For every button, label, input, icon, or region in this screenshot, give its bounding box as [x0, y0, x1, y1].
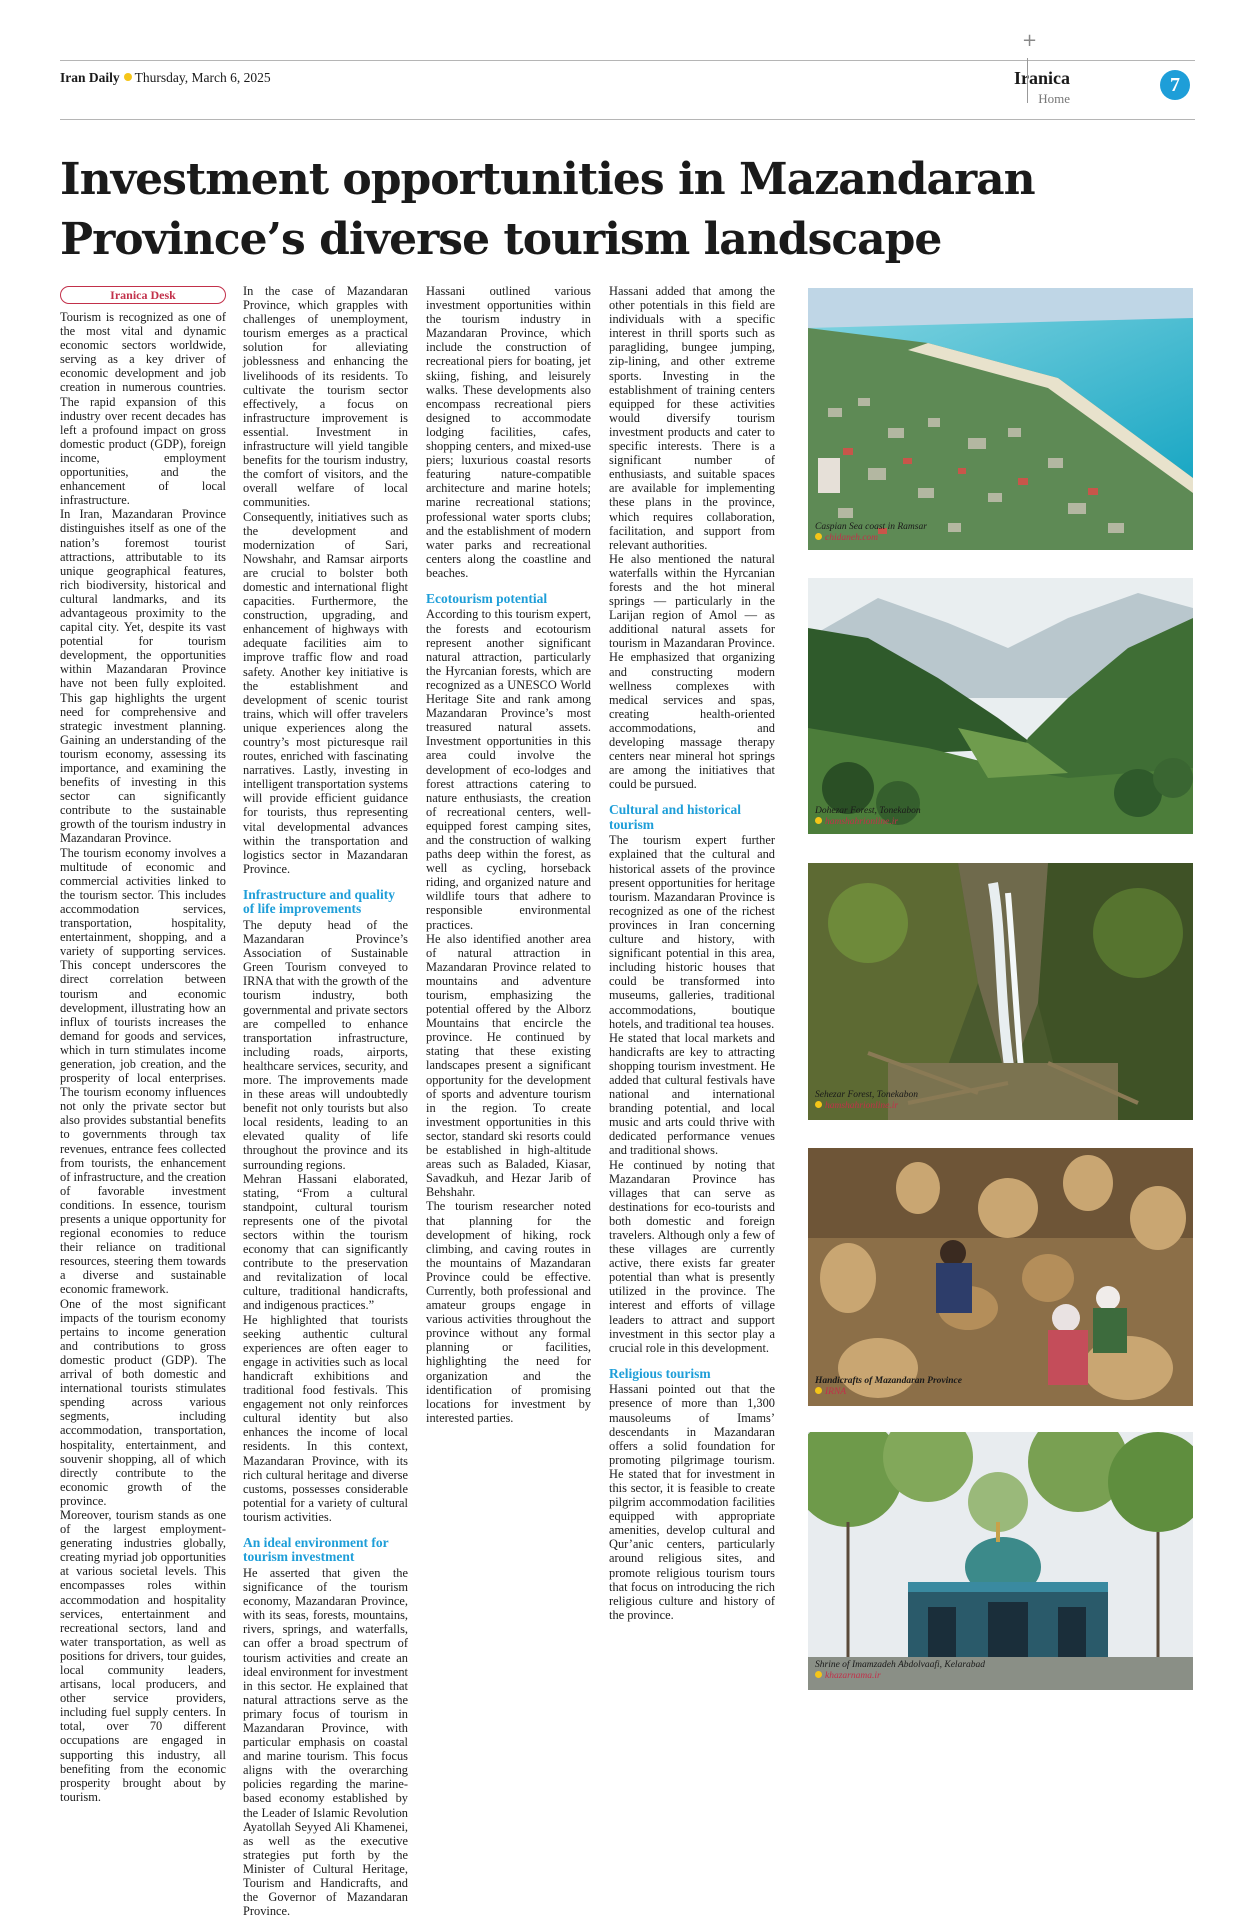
- caption-source: hamshahrionline.ir: [825, 817, 899, 827]
- paragraph: The deputy head of the Mazandaran Province’s Association of Sustainable Green Tourism conveyed to IRNA that with the growth of the tourism industry, both governmental and private sectors are compelled to enhance transportation infrastructure, including roads, airports, healthcare services, security, and more. The improvements made in these areas will undoubtedly benefit not only tourists but also local residents, leading to an elevated quality of life throughout the province and its surrounding regions.: [243, 917, 408, 1172]
- photo-handicrafts: [808, 1148, 1193, 1406]
- section-name: Iranica: [1014, 68, 1070, 88]
- subheading: Infrastructure and quality of life improvements: [243, 886, 396, 917]
- bullet-dot-icon: [815, 1101, 822, 1108]
- caption-text: Handicrafts of Mazandaran Province: [815, 1376, 962, 1386]
- caption-source: hamshahrionline.ir: [825, 1101, 899, 1111]
- photo-caption: [815, 806, 921, 828]
- paragraph: Tourism is recognized as one of the most vital and dynamic economic sectors worldwide, serving as a key driver of economic development and job creation in numerous countries. The rapid expansion of this industry over recent decades has left a profound impact on gross domestic product (GDP), foreign income, employment opportunities, and the enhancement of local infrastructure.: [60, 310, 226, 508]
- section-label: [1014, 68, 1070, 107]
- paragraph: The tourism researcher noted that planning for the development of hiking, rock climbing, and caving routes in the mountains of Mazandaran Province could be effective. Currently, both professional and amateur groups engage in various activities throughout the province without any formal planning or facilities, highlighting the need for organization and the identification of promising locations for investment by interested parties.: [426, 1199, 591, 1425]
- photo-shrine: [808, 1432, 1193, 1690]
- photo-caption: [815, 1090, 918, 1112]
- paragraph: According to this tourism expert, the forests and ecotourism represent another significant natural attraction, particularly the Hyrcanian forests, which are recognized as a UNESCO World Heritage Site and rank among Mazandaran Province’s most treasured natural assets. Investment opportunities in this area could involve the development of eco-lodges and forest attractions catering to nature enthusiasts, the creation of recreational centers, well-equipped forest camping sites, and the construction of walking paths deep within the forest, as well as cycling, horseback riding, and organized nature and wildlife tours that adhere to responsible environmental practices.: [426, 607, 591, 932]
- paragraph: In the case of Mazandaran Province, which grapples with challenges of unemployment, tourism emerges as a practical solution for alleviating joblessness and enhancing the livelihoods of its residents. To cultivate the tourism sector effectively, a focus on infrastructure improvement is essential. Investment in infrastructure will yield tangible benefits for the tourism industry, the comfort of visitors, and the overall welfare of local communities.: [243, 284, 408, 510]
- caption-text: Sehezar Forest, Tonekabon: [815, 1090, 918, 1100]
- subheading: Ecotourism potential: [426, 590, 548, 606]
- masthead: [60, 70, 271, 86]
- headline: Investment opportunities in Mazandaran Province’s diverse tourism landscape: [60, 154, 1035, 265]
- subheading: Religious tourism: [609, 1365, 711, 1381]
- photo-caption: [815, 1376, 962, 1398]
- paragraph: Hassani added that among the other potentials in this field are individuals with a specific interest in thrill sports such as paragliding, bungee jumping, zip-lining, and other extreme sports. Investing in the establishment of training centers equipped for these activities would diversify tourism investment products and cater to specific interests. There is a significant number of enthusiasts, and suitable spaces are available for implementing these plans in the province, which requires collaboration, facilitation, and support from relevant authorities.: [609, 284, 775, 552]
- subheading: An ideal environment for tourism investment: [243, 1534, 389, 1565]
- photo-sehezar-waterfall: [808, 863, 1193, 1120]
- paragraph: He continued by noting that Mazandaran Province has villages that can serve as destinations for eco-tourists and both domestic and foreign travelers. Although only a few of these villages are currently active, there exists far greater potential than what is presently utilized in the province. The interest and efforts of village leaders to attract and support investment in this sector play a crucial role in this development.: [609, 1157, 775, 1355]
- paragraph: He also mentioned the natural waterfalls within the Hyrcanian forests and the hot mineral springs — particularly in the Larijan region of Amol — as additional natural assets for tourism in Mazandaran Province. He emphasized that organizing and constructing modern wellness complexes with medical services and spas, creating health-oriented accommodations, and developing massage therapy centers near mineral hot springs are among the initiatives that could be pursued.: [609, 551, 775, 792]
- paragraph: Consequently, initiatives such as the development and modernization of Sari, Nowshahr, and Ramsar airports are crucial to bolster both domestic and international flight capacities. Furthermore, the construction, upgrading, and enhancement of highways with adequate facilities aim to improve traffic flow and road safety. Another key initiative is the establishment and development of scenic tourist trains, which will offer travelers unique experiences along the country’s most picturesque rail routes, enriched with fascinating narratives. Lastly, investing in intelligent transportation systems will provide efficient guidance for tourists, thus representing vital developmental advances within the transportation and logistics sector in Mazandaran Province.: [243, 509, 408, 876]
- brand-name: Iran Daily: [60, 70, 120, 85]
- bullet-dot-icon: [815, 1671, 822, 1678]
- paragraph: Hassani outlined various investment opportunities within the tourism industry in Mazandaran Province, which include the construction of recreational piers for boating, jet skiing, fishing, and leisurely walks. These developments also encompass recreational piers designed to accommodate lodging facilities, cafes, shopping centers, and mixed-use piers; luxurious coastal resorts featuring nature-compatible architecture and marine hotels; marine recreational stations; professional water sports clubs; and the establishment of modern water parks and recreational centers along the coastline and beaches.: [426, 284, 591, 580]
- bullet-dot-icon: [815, 817, 822, 824]
- subsection-name: Home: [1038, 91, 1070, 106]
- paragraph: The tourism economy involves a multitude of economic and commercial activities linked to the tourism sector. This includes accommodation services, transportation, hospitality, entertainment, shopping, and a variety of supporting services. This concept underscores the direct correlation between tourism and economic development, illustrating how an influx of tourists increases the demand for goods and services, which in turn stimulates income generation, job creation, and the prosperity of local enterprises. The tourism economy influences not only the private sector but also provides substantial benefits to governments through tax revenues, entrance fees collected from tourists, the enhancement of infrastructure, and the creation of favorable investment conditions. In essence, tourism presents a unique opportunity for regional economies to reduce their reliance on traditional resources, steering them towards a diverse and sustainable economic framework.: [60, 845, 226, 1297]
- photo-dohezar-forest: [808, 578, 1193, 834]
- bullet-dot-icon: [815, 1387, 822, 1394]
- crop-mark-icon: +: [1022, 30, 1038, 51]
- byline-badge: Iranica Desk: [60, 286, 226, 304]
- caption-text: Shrine of Imamzadeh Abdolvaafi, Kelarabad: [815, 1660, 986, 1670]
- caption-source: khazarnama.ir: [825, 1671, 881, 1681]
- paragraph: Moreover, tourism stands as one of the largest employment-generating industries globally, creating myriad job opportunities at various societal levels. This encompasses roles within accommodation and hospitality services, entertainment and recreational sectors, land and water transportation, as well as positions for drivers, tour guides, local community leaders, artisans, local producers, and other service providers, including fuel supply centers. In total, over 70 different occupations are engaged in supporting this industry, all benefiting from the economic prosperity brought about by tourism.: [60, 1507, 226, 1804]
- article-column-1: [60, 284, 226, 1804]
- photo-caspian-coast: [808, 288, 1193, 550]
- paragraph: In Iran, Mazandaran Province distinguishes itself as one of the nation’s foremost tourist attractions, attributable to its unique geographical features, rich biodiversity, historical and cultural landmarks, and its advantageous proximity to the capital city. Yet, despite its vast potential for tourism development, the opportunities within Mazandaran Province have not been fully exploited. This gap highlights the urgent need for comprehensive and strategic investment planning. Gaining an understanding of the tourism economy, assessing its importance, and examining the benefits of investing in this sector can significantly contribute to the sustainable growth of the tourism industry in Mazandaran Province.: [60, 507, 226, 846]
- subheading: Cultural and historical tourism: [609, 802, 742, 832]
- issue-date: Thursday, March 6, 2025: [134, 70, 271, 85]
- paragraph: Mehran Hassani elaborated, stating, “From a cultural standpoint, cultural tourism represents one of the pivotal sectors within the tourism economy that can significantly contribute to the preservation and revitalization of local culture, traditional handicrafts, and indigenous practices.”: [243, 1171, 408, 1313]
- paragraph: He also identified another area of natural attraction in Mazandaran Province related to mountains and adventure tourism, emphasizing the potential offered by the Alborz Mountains that encircle the province. He continued by stating that these existing landscapes present a significant opportunity for the development of sports and adventure tourism in the region. To create investment opportunities in this sector, standard ski resorts could be established in high-altitude areas such as Baladed, Kiasar, Savadkuh, and Hezar Jarib of Behshahr.: [426, 931, 591, 1200]
- header-divider: [1027, 58, 1028, 103]
- paragraph: The tourism expert further explained that the cultural and historical assets of the province present opportunities for heritage tourism. Mazandaran Province is recognized as one of the richest provinces in Iran concerning culture and history, with significant potential in this area, including historic houses that could be transformed into museums, galleries, traditional accommodations, boutique hotels, and traditional tea houses.: [609, 833, 775, 1031]
- header-rule: [60, 119, 1195, 120]
- photo-caption: [815, 1660, 985, 1682]
- caption-text: Dohezar Forest, Tonekabon: [815, 806, 921, 816]
- caption-source: chidaneh.com: [825, 533, 879, 543]
- paragraph: Hassani pointed out that the presence of more than 1,300 mausoleums of Imams’ descendants in Mazandaran offers a solid foundation for promoting pilgrimage tourism. He stated that for investment in this sector, it is feasible to create pilgrim accommodation facilities equipped with appropriate amenities, develop cultural and Qur’anic centers, particularly around religious sites, and promote religious tourism tours that focus on introducing the rich religious culture and history of the province.: [609, 1382, 775, 1622]
- paragraph: One of the most significant impacts of the tourism economy pertains to income generation and contributions to gross domestic product (GDP). The arrival of both domestic and international tourists stimulates spending across various segments, including accommodation, transportation, hospitality, entertainment, and souvenir shopping, all of which directly contribute to the economic growth of the province.: [60, 1296, 226, 1508]
- paragraph: He stated that local markets and handicrafts are key to attracting shopping tourism investment. He added that cultural festivals have national and international branding potential, and local music and arts could thrive with dedicated performance venues and traditional shows.: [609, 1030, 775, 1158]
- article-column-2: [243, 284, 408, 1918]
- photo-caption: [815, 522, 927, 544]
- bullet-dot-icon: [124, 73, 132, 81]
- caption-source: IRNA: [825, 1387, 847, 1397]
- caption-text: Caspian Sea coast in Ramsar: [815, 522, 927, 532]
- bullet-dot-icon: [815, 533, 822, 540]
- top-rule: [60, 60, 1195, 61]
- article-column-3: [426, 284, 591, 1425]
- paragraph: He asserted that given the significance of the tourism economy, Mazandaran Province, with its seas, forests, mountains, rivers, springs, and waterfalls, can offer a broad spectrum of tourism activities and create an ideal environment for investment in this sector. He explained that natural attractions serve as the primary focus of tourism in Mazandaran Province, with particular emphasis on coastal and marine tourism. This focus aligns with the overarching policies regarding the marine-based economy established by the Leader of Islamic Revolution Ayatollah Seyyed Ali Khamenei, as well as the executive strategies put forth by the Minister of Cultural Heritage, Tourism and Handicrafts, and the Governor of Mazandaran Province.: [243, 1565, 408, 1918]
- article-column-4: [609, 284, 775, 1622]
- page-number: 7: [1160, 70, 1190, 100]
- paragraph: He highlighted that tourists seeking authentic cultural experiences are often eager to engage in activities such as local handicraft exhibitions and traditional food festivals. This engagement not only reinforces cultural identity but also enhances the income of local residents. In this context, Mazandaran Province, with its rich cultural heritage and diverse customs, possesses considerable potential for a variety of cultural tourism activities.: [243, 1312, 408, 1524]
